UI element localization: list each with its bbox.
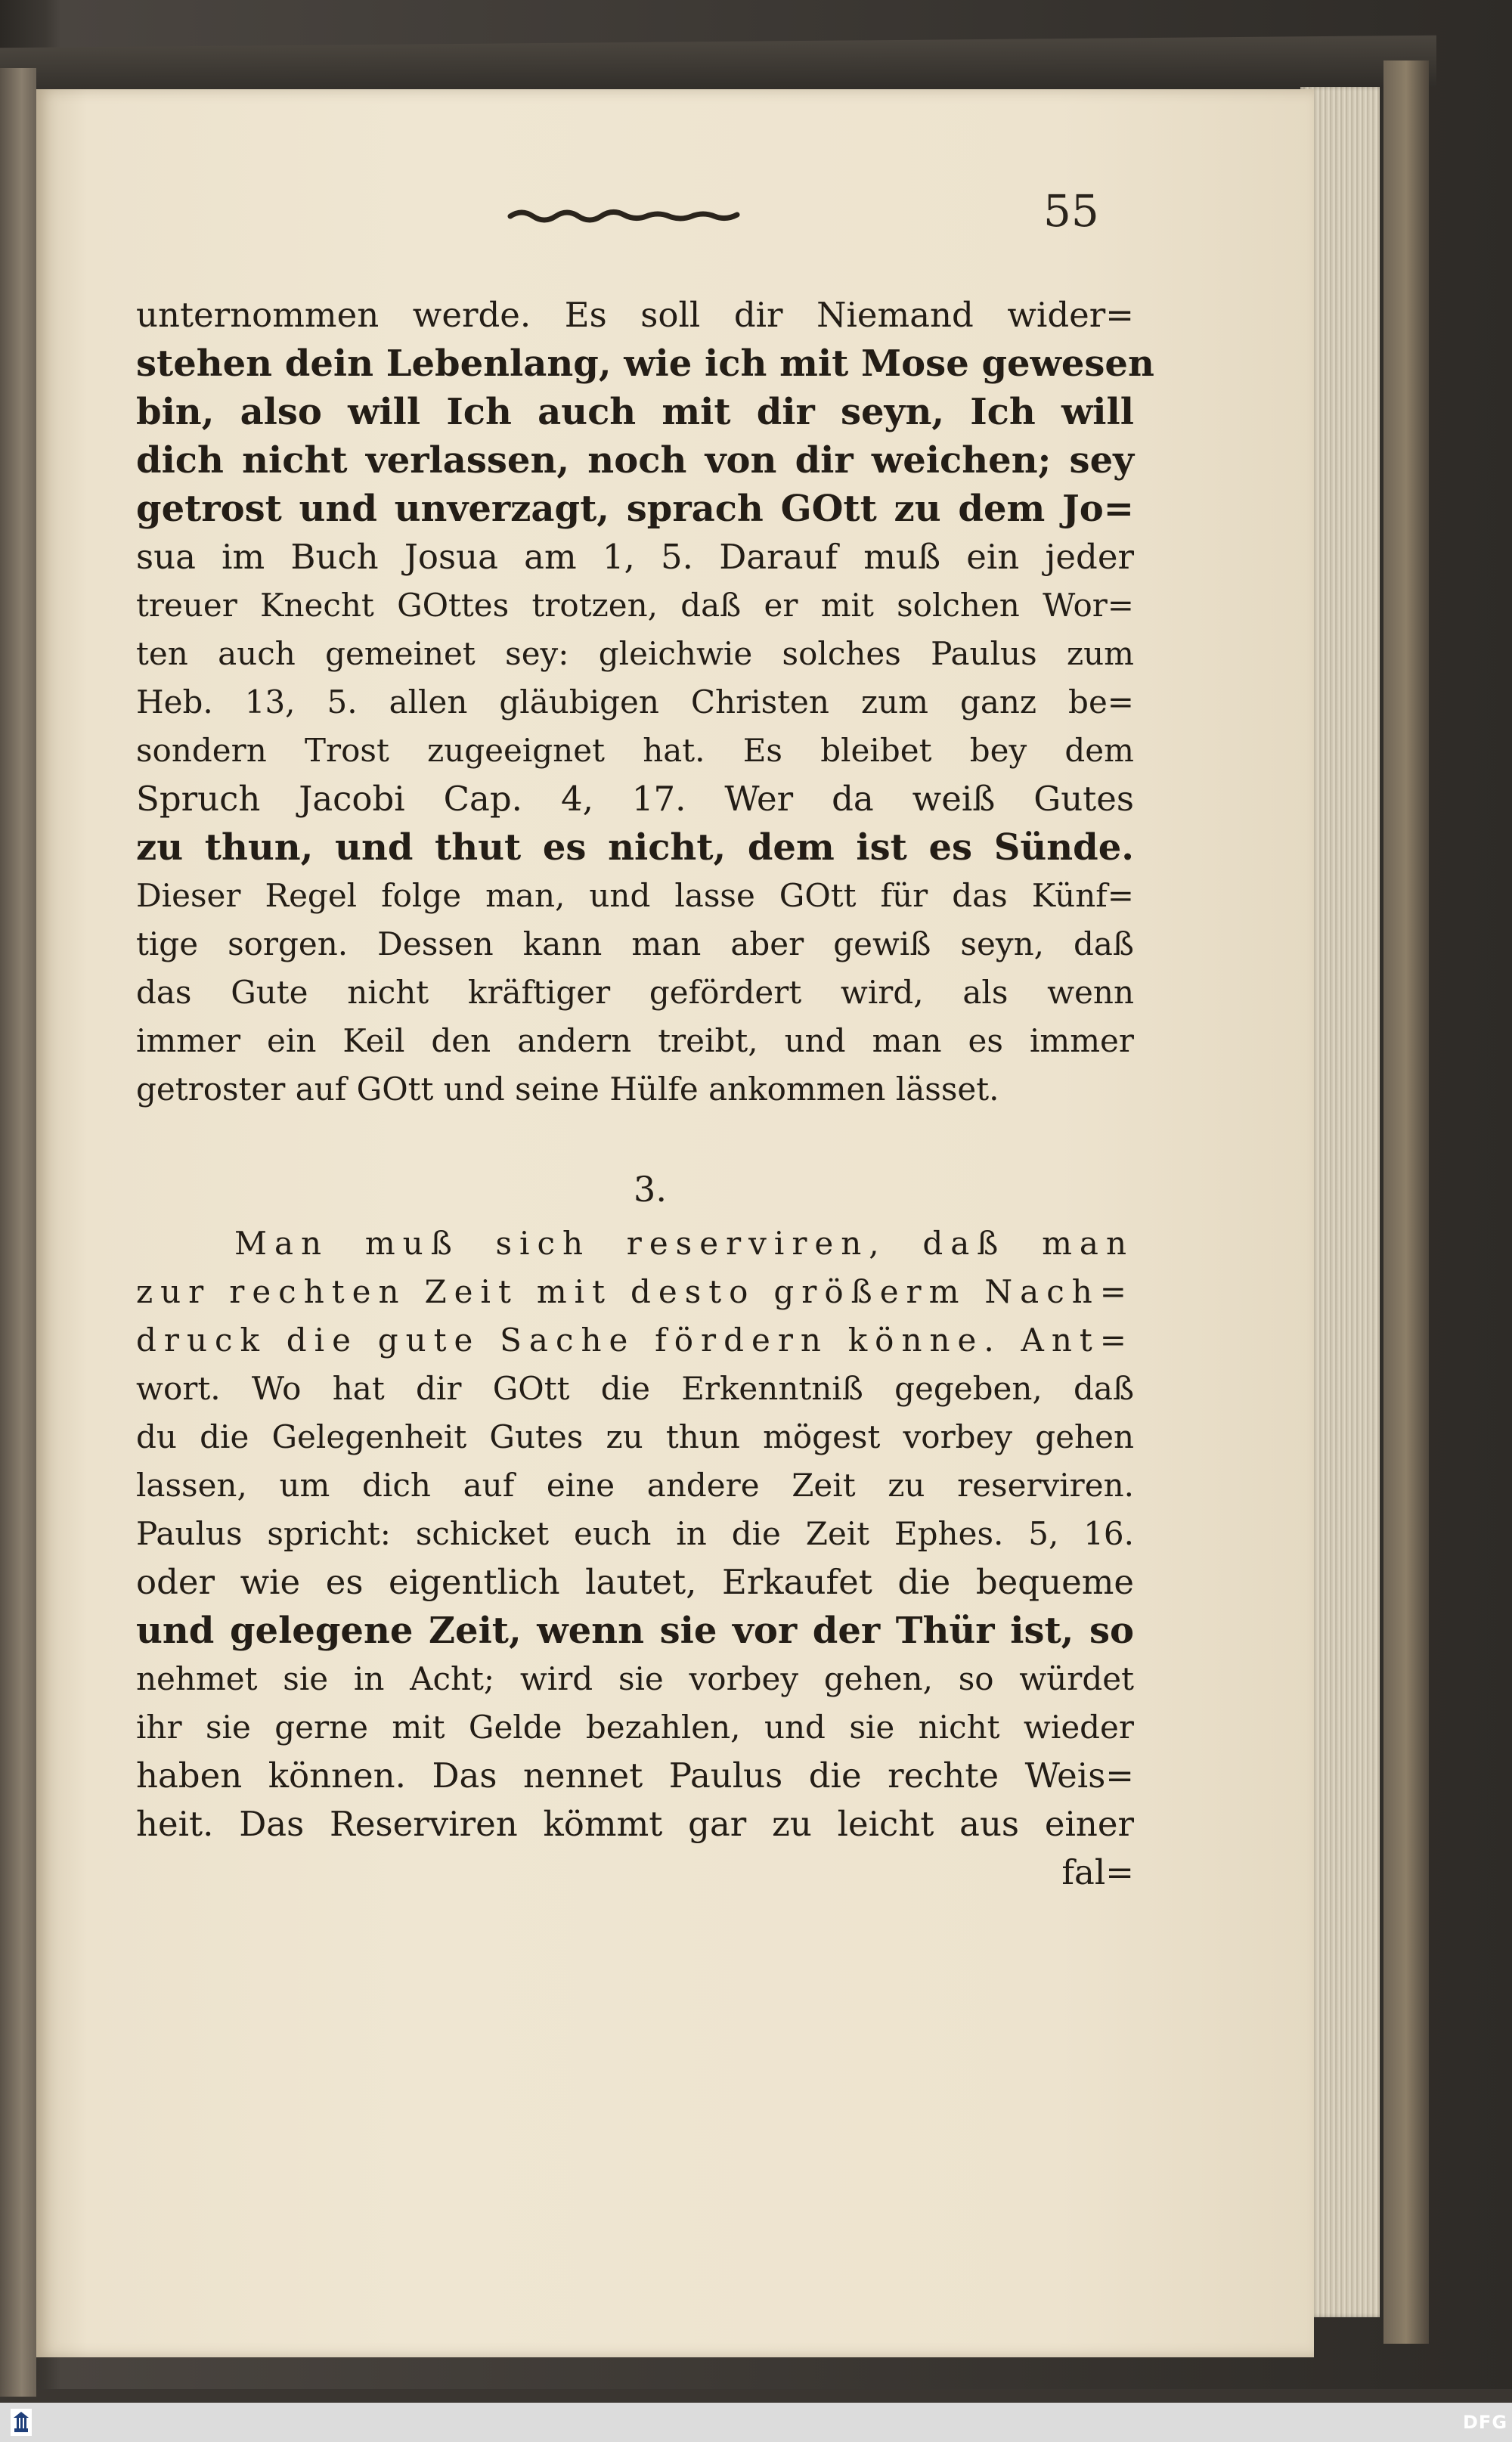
text-line: tige sorgen. Dessen kann man aber gewiß seyn, daß xyxy=(136,925,1134,962)
text-line: sondern Trost zugeeignet hat. Es bleibet bey dem xyxy=(136,732,1134,769)
spacer xyxy=(136,1114,1134,1159)
section-number: 3. xyxy=(634,1169,667,1210)
text-line: druck die gute Sache fördern könne. Ant= xyxy=(136,1322,1134,1359)
text-line: Dieser Regel folge man, und lasse GOtt für das Künf= xyxy=(136,877,1134,914)
text-line: stehen dein Lebenlang, wie ich mit Mose gewesen xyxy=(136,342,1154,385)
text-line: getrost und unverzagt, sprach GOtt zu dem Jo= xyxy=(136,488,1134,530)
text-line: Spruch Jacobi Cap. 4, 17. Wer da weiß Gutes xyxy=(136,779,1134,819)
header-ornament xyxy=(507,206,741,224)
text-line: haben können. Das nennet Paulus die rechte Weis= xyxy=(136,1756,1134,1796)
text-line: dich nicht verlassen, noch von dir weichen; sey xyxy=(136,439,1134,482)
text-line: Man muß sich reserviren, daß man xyxy=(234,1225,1134,1262)
viewer-footer xyxy=(0,2403,1512,2442)
paragraph-1 xyxy=(136,291,1154,1114)
text-line: bin, also will Ich auch mit dir seyn, Ich will xyxy=(136,391,1134,433)
text-line: nehmet sie in Acht; wird sie vorbey gehen, so würdet xyxy=(136,1660,1134,1697)
text-line: und gelegene Zeit, wenn sie vor der Thür ist, so xyxy=(136,1610,1134,1652)
text-line: Heb. 13, 5. allen gläubigen Christen zum ganz be= xyxy=(136,683,1134,721)
text-line: zur rechten Zeit mit desto größerm Nach= xyxy=(136,1273,1134,1310)
book-cover-right xyxy=(1383,60,1429,2344)
text-line: unternommen werde. Es soll dir Niemand wider= xyxy=(136,295,1134,335)
text-line: ihr sie gerne mit Gelde bezahlen, und sie nicht wieder xyxy=(136,1709,1134,1746)
text-line: sua im Buch Josua am 1, 5. Darauf muß ein jeder xyxy=(136,537,1134,577)
catchword: fal= xyxy=(1061,1852,1134,1892)
text-line: treuer Knecht GOttes trotzen, daß er mit solchen Wor= xyxy=(136,587,1134,624)
text-line: oder wie es eigentlich lautet, Erkaufet die bequeme xyxy=(136,1562,1134,1602)
main-text xyxy=(136,291,1154,1897)
text-line: ten auch gemeinet sey: gleichwie solches Paulus zum xyxy=(136,635,1134,672)
book-spine-left xyxy=(0,68,36,2397)
text-line: Paulus spricht: schicket euch in die Zeit Ephes. 5, 16. xyxy=(136,1515,1134,1552)
text-line: heit. Das Reserviren kömmt gar zu leicht aus einer xyxy=(136,1804,1134,1844)
library-logo-icon xyxy=(11,2409,32,2436)
page-number: 55 xyxy=(1043,185,1099,237)
text-line: du die Gelegenheit Gutes zu thun mögest vorbey gehen xyxy=(136,1418,1134,1455)
dfg-logo: DFG xyxy=(1463,2412,1508,2433)
text-line: immer ein Keil den andern treibt, und man es immer xyxy=(136,1022,1134,1059)
text-line: wort. Wo hat dir GOtt die Erkenntniß gegeben, daß xyxy=(136,1370,1134,1407)
paragraph-2 xyxy=(136,1219,1134,1897)
text-line: getroster auf GOtt und seine Hülfe ankommen lässet. xyxy=(136,1071,999,1108)
text-line: zu thun, und thut es nicht, dem ist es Sünde. xyxy=(136,826,1134,869)
text-line: das Gute nicht kräftiger gefördert wird, als wenn xyxy=(136,974,1134,1011)
text-line: lassen, um dich auf eine andere Zeit zu reserviren. xyxy=(136,1467,1134,1504)
